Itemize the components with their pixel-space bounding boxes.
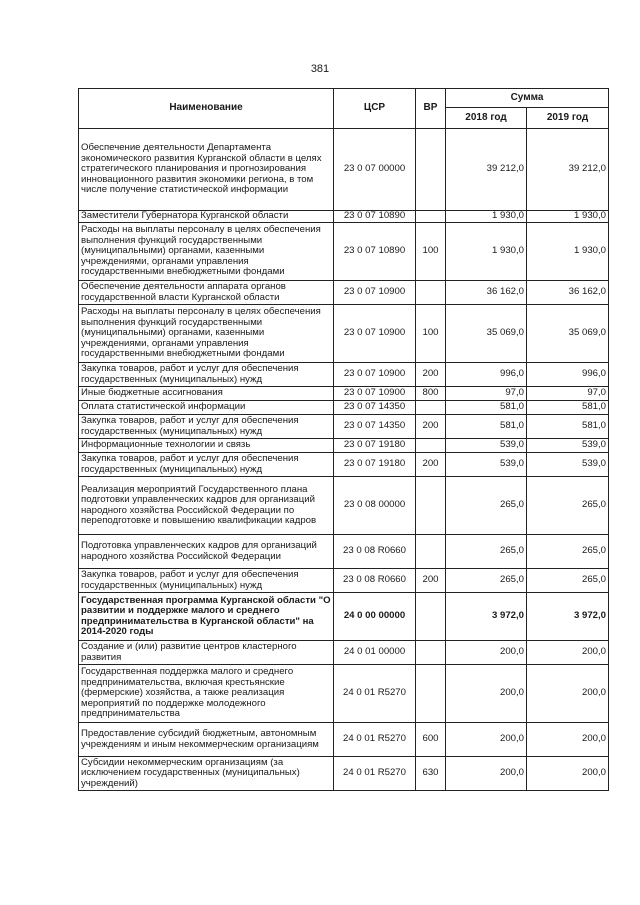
- cell-csr: 23 0 07 10900: [334, 387, 416, 401]
- table-row: [79, 129, 609, 211]
- cell-name: Расходы на выплаты персоналу в целях обеспечения выполнения функций государственными (муниципальными) органами, казенными учреждениями, органами управления государственными внебюджетными фондами: [79, 223, 334, 281]
- table-row: [79, 439, 609, 453]
- cell-name: Закупка товаров, работ и услуг для обеспечения государственных (муниципальных) нужд: [79, 363, 334, 387]
- cell-name: Государственная программа Курганской области "О развитии и поддержке малого и среднего предпринимательства в Курганской области" на 2014-2020 годы: [79, 593, 334, 641]
- table-row: [79, 223, 609, 281]
- table-row: [79, 415, 609, 439]
- cell-vr: 100: [416, 305, 446, 363]
- cell-amount-2018: 265,0: [446, 535, 527, 569]
- cell-name: Оплата статистической информации: [79, 401, 334, 415]
- cell-amount-2019: 996,0: [527, 363, 609, 387]
- cell-amount-2018: 581,0: [446, 415, 527, 439]
- cell-vr: 200: [416, 415, 446, 439]
- header-vr: ВР: [416, 89, 446, 129]
- page-number: 381: [310, 63, 330, 75]
- cell-amount-2018: 97,0: [446, 387, 527, 401]
- cell-name: Субсидии некоммерческим организациям (за исключением государственных (муниципальных) учреждений): [79, 757, 334, 791]
- cell-name: Заместители Губернатора Курганской области: [79, 211, 334, 223]
- budget-table: [78, 88, 609, 791]
- cell-name: Предоставление субсидий бюджетным, автономным учреждениям и иным некоммерческим организациям: [79, 723, 334, 757]
- cell-vr: 200: [416, 363, 446, 387]
- cell-amount-2019: 35 069,0: [527, 305, 609, 363]
- cell-amount-2019: 1 930,0: [527, 211, 609, 223]
- table-row: [79, 281, 609, 305]
- cell-amount-2019: 539,0: [527, 439, 609, 453]
- cell-amount-2018: 39 212,0: [446, 129, 527, 211]
- header-year-2019: 2019 год: [527, 108, 609, 129]
- cell-amount-2018: 3 972,0: [446, 593, 527, 641]
- cell-amount-2018: 35 069,0: [446, 305, 527, 363]
- cell-csr: 23 0 07 10900: [334, 305, 416, 363]
- cell-csr: 23 0 07 10890: [334, 211, 416, 223]
- cell-vr: [416, 665, 446, 723]
- cell-csr: 24 0 01 00000: [334, 641, 416, 665]
- cell-amount-2018: 265,0: [446, 569, 527, 593]
- cell-amount-2019: 539,0: [527, 453, 609, 477]
- table-row: [79, 211, 609, 223]
- table-row: [79, 477, 609, 535]
- cell-vr: 100: [416, 223, 446, 281]
- cell-csr: 24 0 01 R5270: [334, 757, 416, 791]
- cell-amount-2018: 581,0: [446, 401, 527, 415]
- header-sum: Сумма: [446, 89, 609, 108]
- cell-csr: 23 0 08 00000: [334, 477, 416, 535]
- cell-amount-2019: 581,0: [527, 401, 609, 415]
- cell-csr: 24 0 01 R5270: [334, 723, 416, 757]
- cell-csr: 23 0 07 19180: [334, 439, 416, 453]
- cell-amount-2018: 200,0: [446, 757, 527, 791]
- cell-amount-2018: 539,0: [446, 439, 527, 453]
- cell-name: Информационные технологии и связь: [79, 439, 334, 453]
- table-row: [79, 665, 609, 723]
- header-name: Наименование: [79, 89, 334, 129]
- cell-name: Закупка товаров, работ и услуг для обеспечения государственных (муниципальных) нужд: [79, 415, 334, 439]
- cell-amount-2018: 1 930,0: [446, 223, 527, 281]
- cell-amount-2019: 36 162,0: [527, 281, 609, 305]
- cell-name: Реализация мероприятий Государственного плана подготовки управленческих кадров для организаций народного хозяйства Российской Федерации по переподготовке и повышению квалификации кадров: [79, 477, 334, 535]
- table-header: [79, 89, 609, 129]
- cell-amount-2019: 200,0: [527, 641, 609, 665]
- cell-vr: 200: [416, 569, 446, 593]
- table-row: [79, 535, 609, 569]
- table-row: [79, 641, 609, 665]
- cell-vr: [416, 641, 446, 665]
- table-row: [79, 757, 609, 791]
- cell-amount-2018: 1 930,0: [446, 211, 527, 223]
- cell-csr: 24 0 01 R5270: [334, 665, 416, 723]
- table-row: [79, 453, 609, 477]
- cell-amount-2018: 996,0: [446, 363, 527, 387]
- cell-name: Обеспечение деятельности аппарата органов государственной власти Курганской области: [79, 281, 334, 305]
- cell-amount-2019: 200,0: [527, 665, 609, 723]
- table-row: [79, 569, 609, 593]
- table-row: [79, 593, 609, 641]
- table-row: [79, 387, 609, 401]
- cell-amount-2019: 265,0: [527, 477, 609, 535]
- cell-vr: [416, 211, 446, 223]
- cell-amount-2019: 581,0: [527, 415, 609, 439]
- cell-vr: 200: [416, 453, 446, 477]
- table-row: [79, 363, 609, 387]
- table-row: [79, 401, 609, 415]
- cell-name: Обеспечение деятельности Департамента экономического развития Курганской области в целях стратегического планирования и прогнозирования инновационного развития экономики региона, в том числе получение статистической информации: [79, 129, 334, 211]
- cell-name: Государственная поддержка малого и среднего предпринимательства, включая крестьянские (фермерские) хозяйства, а также реализация мероприятий по поддержке молодежного предпринимательства: [79, 665, 334, 723]
- cell-vr: 600: [416, 723, 446, 757]
- cell-amount-2019: 1 930,0: [527, 223, 609, 281]
- header-year-2018: 2018 год: [446, 108, 527, 129]
- cell-name: Закупка товаров, работ и услуг для обеспечения государственных (муниципальных) нужд: [79, 569, 334, 593]
- cell-csr: 23 0 07 19180: [334, 453, 416, 477]
- cell-csr: 23 0 07 00000: [334, 129, 416, 211]
- table-row: [79, 723, 609, 757]
- cell-csr: 23 0 08 R0660: [334, 569, 416, 593]
- cell-csr: 23 0 07 14350: [334, 401, 416, 415]
- cell-vr: [416, 477, 446, 535]
- cell-amount-2018: 200,0: [446, 723, 527, 757]
- table-row: [79, 305, 609, 363]
- cell-csr: 23 0 07 10900: [334, 363, 416, 387]
- cell-amount-2019: 97,0: [527, 387, 609, 401]
- cell-amount-2019: 3 972,0: [527, 593, 609, 641]
- cell-vr: [416, 593, 446, 641]
- cell-amount-2019: 265,0: [527, 569, 609, 593]
- cell-vr: [416, 439, 446, 453]
- cell-vr: 800: [416, 387, 446, 401]
- cell-amount-2019: 200,0: [527, 723, 609, 757]
- cell-vr: [416, 401, 446, 415]
- cell-vr: [416, 535, 446, 569]
- cell-amount-2018: 36 162,0: [446, 281, 527, 305]
- cell-amount-2018: 200,0: [446, 641, 527, 665]
- cell-name: Закупка товаров, работ и услуг для обеспечения государственных (муниципальных) нужд: [79, 453, 334, 477]
- cell-name: Расходы на выплаты персоналу в целях обеспечения выполнения функций государственными (муниципальными) органами, казенными учреждениями, органами управления государственными внебюджетными фондами: [79, 305, 334, 363]
- cell-name: Иные бюджетные ассигнования: [79, 387, 334, 401]
- cell-name: Подготовка управленческих кадров для организаций народного хозяйства Российской Федерации: [79, 535, 334, 569]
- cell-amount-2019: 39 212,0: [527, 129, 609, 211]
- cell-vr: 630: [416, 757, 446, 791]
- cell-vr: [416, 281, 446, 305]
- table-body: [79, 129, 609, 791]
- cell-vr: [416, 129, 446, 211]
- cell-csr: 24 0 00 00000: [334, 593, 416, 641]
- cell-amount-2018: 200,0: [446, 665, 527, 723]
- cell-csr: 23 0 07 14350: [334, 415, 416, 439]
- cell-amount-2018: 265,0: [446, 477, 527, 535]
- cell-csr: 23 0 07 10890: [334, 223, 416, 281]
- cell-csr: 23 0 08 R0660: [334, 535, 416, 569]
- cell-csr: 23 0 07 10900: [334, 281, 416, 305]
- cell-amount-2019: 265,0: [527, 535, 609, 569]
- cell-amount-2019: 200,0: [527, 757, 609, 791]
- cell-amount-2018: 539,0: [446, 453, 527, 477]
- header-csr: ЦСР: [334, 89, 416, 129]
- cell-name: Создание и (или) развитие центров кластерного развития: [79, 641, 334, 665]
